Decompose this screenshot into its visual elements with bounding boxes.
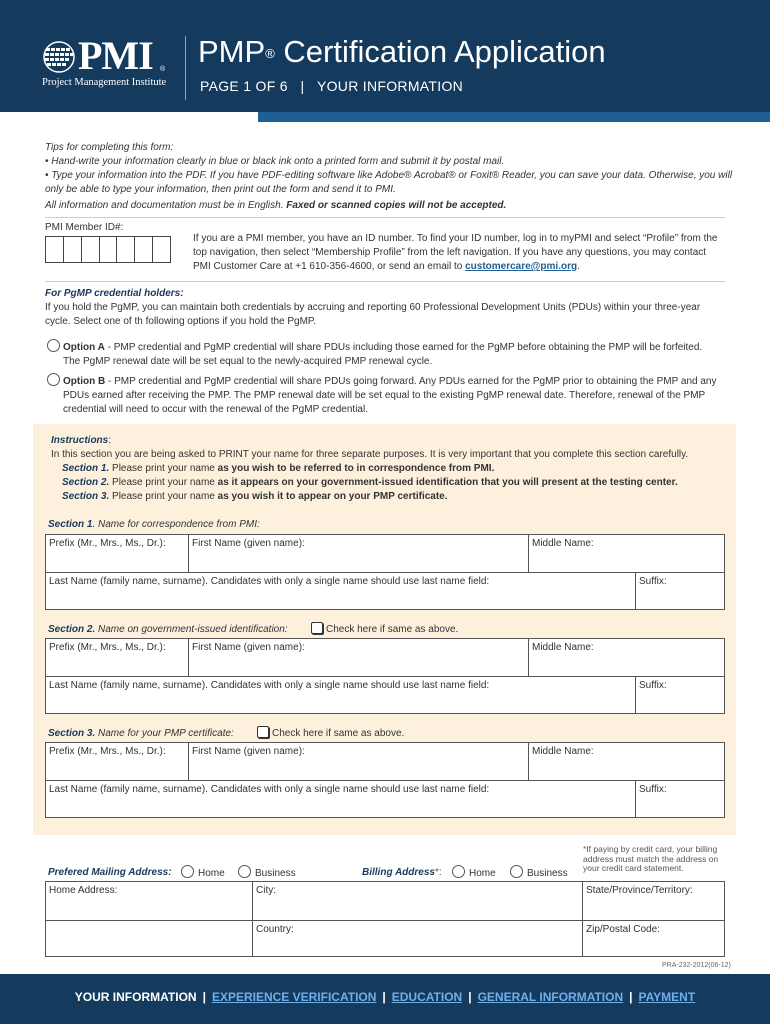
first-name-field[interactable]: First Name (given name): bbox=[189, 535, 529, 572]
option-a-radio[interactable] bbox=[47, 339, 60, 352]
option-b-text-3: credential will need to occur with the renewal of the PgMP credential. bbox=[63, 404, 368, 415]
option-b-text-2: PDUs earned after receiving the PMP. The PMP renewal date will be set equal to the existing PgMP renewal date. Therefore, renewal of the PMP bbox=[63, 390, 706, 401]
logo-letters: PMI bbox=[78, 33, 153, 78]
mailing-business-label: Business bbox=[255, 868, 296, 879]
mailing-business-radio[interactable] bbox=[238, 865, 251, 878]
option-b-text: Option B - PMP credential and PgMP credential will share PDUs going forward. Any PDUs earned for the PgMP prior to obtaining the PMP and any bbox=[63, 376, 717, 387]
tips-bullet-2: • Type your information into the PDF. If you have PDF-editing software like Adobe® Acrobat® or Foxit® Reader, you can save your data. Otherwise, you will bbox=[45, 170, 733, 181]
pgmp-intro-1: If you hold the PgMP, you can maintain both credentials by accruing and reporting 60 Professional Development Units (PDUs) within your three-year bbox=[45, 302, 701, 313]
suffix-field[interactable]: Suffix: bbox=[639, 576, 667, 587]
mailing-home-label: Home bbox=[198, 868, 225, 879]
state-field[interactable]: State/Province/Territory: bbox=[586, 885, 693, 896]
section-3-same-label: Check here if same as above. bbox=[272, 728, 405, 739]
option-b-radio[interactable] bbox=[47, 373, 60, 386]
billing-note: *If paying by credit card, your billing address must match the address on your credit card statement. bbox=[583, 844, 719, 873]
pmi-logo bbox=[42, 33, 172, 94]
zip-field[interactable]: Zip/Postal Code: bbox=[586, 924, 660, 935]
prefix-field[interactable]: Prefix (Mr., Mrs., Ms., Dr.): bbox=[46, 535, 189, 572]
section-2-same-checkbox[interactable] bbox=[311, 622, 323, 634]
prefix-field[interactable]: Prefix (Mr., Mrs., Ms., Dr.): bbox=[46, 639, 189, 676]
member-info-line-3: PMI Customer Care at +1 610-356-4600, or send an email to customercare@pmi.org. bbox=[193, 261, 580, 272]
member-id-label: PMI Member ID#: bbox=[45, 222, 124, 233]
address-table bbox=[45, 881, 725, 957]
header-divider bbox=[185, 36, 186, 100]
billing-home-radio[interactable] bbox=[452, 865, 465, 878]
tips-bullet-2-cont: only be able to type your information, then print out the form and send it to PMI. bbox=[45, 184, 396, 195]
last-name-field[interactable]: Last Name (family name, surname). Candidates with only a single name should use last name field: bbox=[46, 781, 636, 817]
first-name-field[interactable]: First Name (given name): bbox=[189, 639, 529, 676]
logo-org-name: Project Management Institute bbox=[42, 77, 167, 88]
prefix-field[interactable]: Prefix (Mr., Mrs., Ms., Dr.): bbox=[46, 743, 189, 780]
customer-care-email-link[interactable]: customercare@pmi.org bbox=[465, 261, 578, 272]
instructions-intro: In this section you are being asked to PRINT your name for three separate purposes. It is very important that you complete this section carefully. bbox=[51, 449, 689, 460]
billing-address-label: Billing Address*: bbox=[362, 867, 442, 878]
suffix-field[interactable]: Suffix: bbox=[639, 784, 667, 795]
mailing-address-label: Prefered Mailing Address: bbox=[48, 867, 172, 878]
middle-name-field[interactable]: Middle Name: bbox=[532, 538, 594, 549]
divider bbox=[45, 281, 725, 282]
first-name-field[interactable]: First Name (given name): bbox=[189, 743, 529, 780]
logo-registered-mark: ® bbox=[160, 66, 166, 73]
section-3-title: Section 3. Name for your PMP certificate: bbox=[48, 728, 234, 739]
footer-link-payment[interactable]: PAYMENT bbox=[638, 990, 696, 1004]
billing-home-label: Home bbox=[469, 868, 496, 879]
home-address-field-cont[interactable] bbox=[46, 921, 253, 957]
section-1-name-table bbox=[45, 534, 725, 610]
page-subtitle: PAGE 1 OF 6 | YOUR INFORMATION bbox=[200, 78, 464, 94]
mailing-home-radio[interactable] bbox=[181, 865, 194, 878]
pgmp-heading: For PgMP credential holders: bbox=[45, 288, 184, 299]
suffix-field[interactable]: Suffix: bbox=[639, 680, 667, 691]
section-2-name-table bbox=[45, 638, 725, 714]
header-accent-bar bbox=[258, 112, 770, 122]
divider bbox=[45, 217, 725, 218]
section-1-title: Section 1. Name for correspondence from PMI: bbox=[48, 519, 260, 530]
member-info-line-1: If you are a PMI member, you have an ID number. To find your ID number, log in to myPMI and select “Profile” from the bbox=[193, 233, 718, 244]
section-3-same-checkbox[interactable] bbox=[257, 726, 269, 738]
middle-name-field[interactable]: Middle Name: bbox=[532, 642, 594, 653]
instructions-section-2: Section 2. Please print your name as it appears on your government-issued identification that you will present at the testing center. bbox=[62, 477, 678, 488]
footer-current-page: YOUR INFORMATION bbox=[74, 990, 197, 1004]
footer-link-general[interactable]: GENERAL INFORMATION bbox=[477, 990, 624, 1004]
pgmp-intro-2: cycle. Select one of th following options if you hold the PgMP. bbox=[45, 316, 317, 327]
member-id-input[interactable] bbox=[45, 236, 171, 263]
instructions-heading: Instructions: bbox=[51, 435, 112, 446]
middle-name-field[interactable]: Middle Name: bbox=[532, 746, 594, 757]
last-name-field[interactable]: Last Name (family name, surname). Candidates with only a single name should use last name field: bbox=[46, 573, 636, 609]
section-2-title: Section 2. Name on government-issued identification: bbox=[48, 624, 288, 635]
country-field[interactable]: Country: bbox=[253, 921, 583, 957]
form-code: PRA-232-2012(06-12) bbox=[662, 962, 731, 969]
instructions-section-3: Section 3. Please print your name as you wish it to appear on your PMP certificate. bbox=[62, 491, 448, 502]
option-a-text: Option A - PMP credential and PgMP credential will share PDUs including those earned for the PgMP before obtaining the PMP will be forfeited. bbox=[63, 342, 703, 353]
footer-link-experience[interactable]: EXPERIENCE VERIFICATION bbox=[211, 990, 377, 1004]
footer-nav: YOUR INFORMATION | EXPERIENCE VERIFICATION | EDUCATION | GENERAL INFORMATION | PAYMENT bbox=[74, 990, 696, 1004]
city-field[interactable]: City: bbox=[253, 882, 583, 920]
section-2-same-label: Check here if same as above. bbox=[326, 624, 459, 635]
option-a-text-2: The PgMP renewal date will be set equal to the newly-acquired PMP renewal cycle. bbox=[63, 356, 433, 367]
globe-icon bbox=[42, 40, 76, 74]
section-3-name-table bbox=[45, 742, 725, 818]
instructions-section-1: Section 1. Please print your name as you wish to be referred to in correspondence from PMI. bbox=[62, 463, 495, 474]
page-title: PMP® Certification Application bbox=[198, 34, 606, 69]
home-address-field[interactable]: Home Address: bbox=[46, 882, 253, 920]
billing-business-label: Business bbox=[527, 868, 568, 879]
last-name-field[interactable]: Last Name (family name, surname). Candidates with only a single name should use last name field: bbox=[46, 677, 636, 713]
member-info-line-2: top navigation, then select “Membership Profile” from the left navigation. If you have any questions, you may contact bbox=[193, 247, 707, 258]
tips-bullet-1: • Hand-write your information clearly in blue or black ink onto a printed form and submit it by postal mail. bbox=[45, 156, 505, 167]
tips-heading: Tips for completing this form: bbox=[45, 142, 174, 153]
billing-business-radio[interactable] bbox=[510, 865, 523, 878]
footer-link-education[interactable]: EDUCATION bbox=[391, 990, 463, 1004]
english-notice: All information and documentation must be in English. Faxed or scanned copies will not be accepted. bbox=[45, 200, 507, 211]
